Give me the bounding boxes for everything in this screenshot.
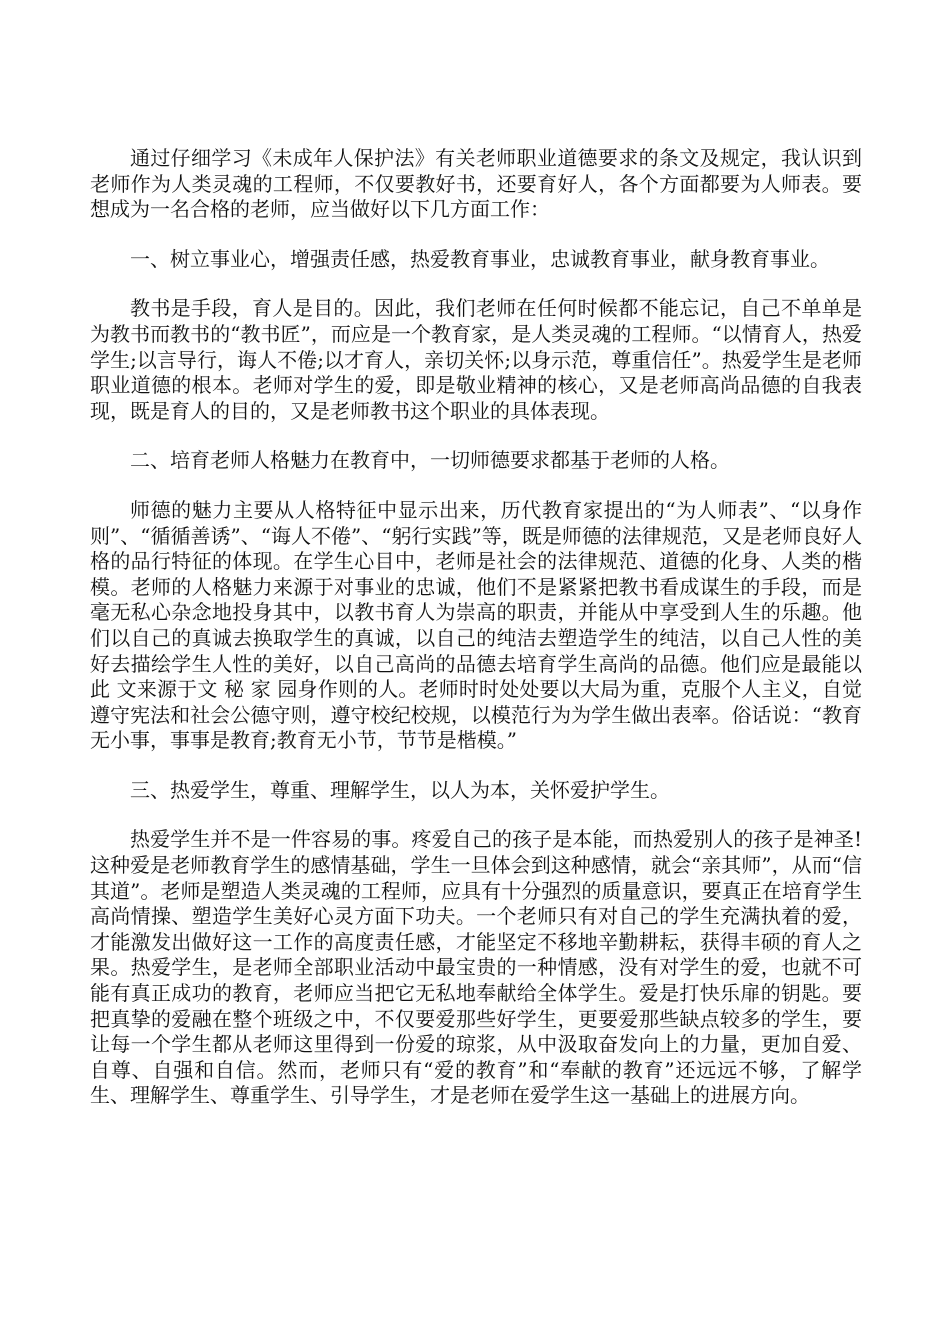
section-2-paragraph: 师德的魅力主要从人格特征中显示出来，历代教育家提出的“为人师表”、“以身作则”、“循循善诱”、“诲人不倦”、“躬行实践”等，既是师德的法律规范，又是老师良好人格的品行特征的体现。在学生心目中，老师是社会的法律规范、道德的化身、人类的楷模。老师的人格魅力来源于对事业的忠诚，他们不是紧紧把教书看成谋生的手段，而是毫无私心杂念地投身其中，以教书育人为崇高的职责，并能从中享受到人生的乐趣。他们以自己的真诚去换取学生的真诚，以自己的纯洁去塑造学生的纯洁，以自己人性的美好去描绘学生人性的美好，以自己高尚的品德去培育学生高尚的品德。他们应是最能以此 文来源于文 秘 家 园身作则的人。老师时时处处要以大局为重，克服个人主义，自觉遵守宪法和社会公德守则，遵守校纪校规，以模范行为为学生做出表率。俗话说：“教育无小事，事事是教育;教育无小节，节节是楷模。”	[90, 497, 862, 753]
document-body	[90, 146, 862, 1133]
section-3-paragraph: 热爱学生并不是一件容易的事。疼爱自己的孩子是本能，而热爱别人的孩子是神圣!这种爱是老师教育学生的感情基础，学生一旦体会到这种感情，就会“亲其师”，从而“信其道”。老师是塑造人类灵魂的工程师，应具有十分强烈的质量意识，要真正在培育学生高尚情操、塑造学生美好心灵方面下功夫。一个老师只有对自己的学生充满执着的爱，才能激发出做好这一工作的高度责任感，才能坚定不移地辛勤耕耘，获得丰硕的育人之果。热爱学生，是老师全部职业活动中最宝贵的一种情感，没有对学生的爱，也就不可能有真正成功的教育，老师应当把它无私地奉献给全体学生。爱是打快乐扉的钥匙。要把真挚的爱融在整个班级之中，不仅要爱那些好学生，更要爱那些缺点较多的学生，要让每一个学生都从老师这里得到一份爱的琼浆，从中汲取奋发向上的力量，更加自爱、自尊、自强和自信。然而，老师只有“爱的教育”和“奉献的教育”还远远不够，了解学生、理解学生、尊重学生、引导学生，才是老师在爱学生这一基础上的进展方向。	[90, 827, 862, 1108]
section-heading-2: 二、培育老师人格魅力在教育中，一切师德要求都基于老师的人格。	[130, 448, 730, 473]
section-1-paragraph: 教书是手段，育人是目的。因此，我们老师在任何时候都不能忘记，自己不单单是为教书而教书的“教书匠”，而应是一个教育家，是人类灵魂的工程师。“以情育人，热爱学生;以言导行，诲人不倦;以才育人，亲切关怀;以身示范，尊重信任”。热爱学生是老师职业道德的根本。老师对学生的爱，即是敬业精神的核心，又是老师高尚品德的自我表现，既是育人的目的，又是老师教书这个职业的具体表现。	[90, 296, 862, 423]
section-heading-3: 三、热爱学生，尊重、理解学生，以人为本，关怀爱护学生。	[130, 777, 670, 802]
section-heading-1: 一、树立事业心，增强责任感，热爱教育事业，忠诚教育事业，献身教育事业。	[130, 246, 830, 271]
intro-paragraph: 通过仔细学习《未成年人保护法》有关老师职业道德要求的条文及规定，我认识到老师作为人类灵魂的工程师，不仅要教好书，还要育好人，各个方面都要为人师表。要想成为一名合格的老师，应当做好以下几方面工作：	[90, 146, 862, 222]
